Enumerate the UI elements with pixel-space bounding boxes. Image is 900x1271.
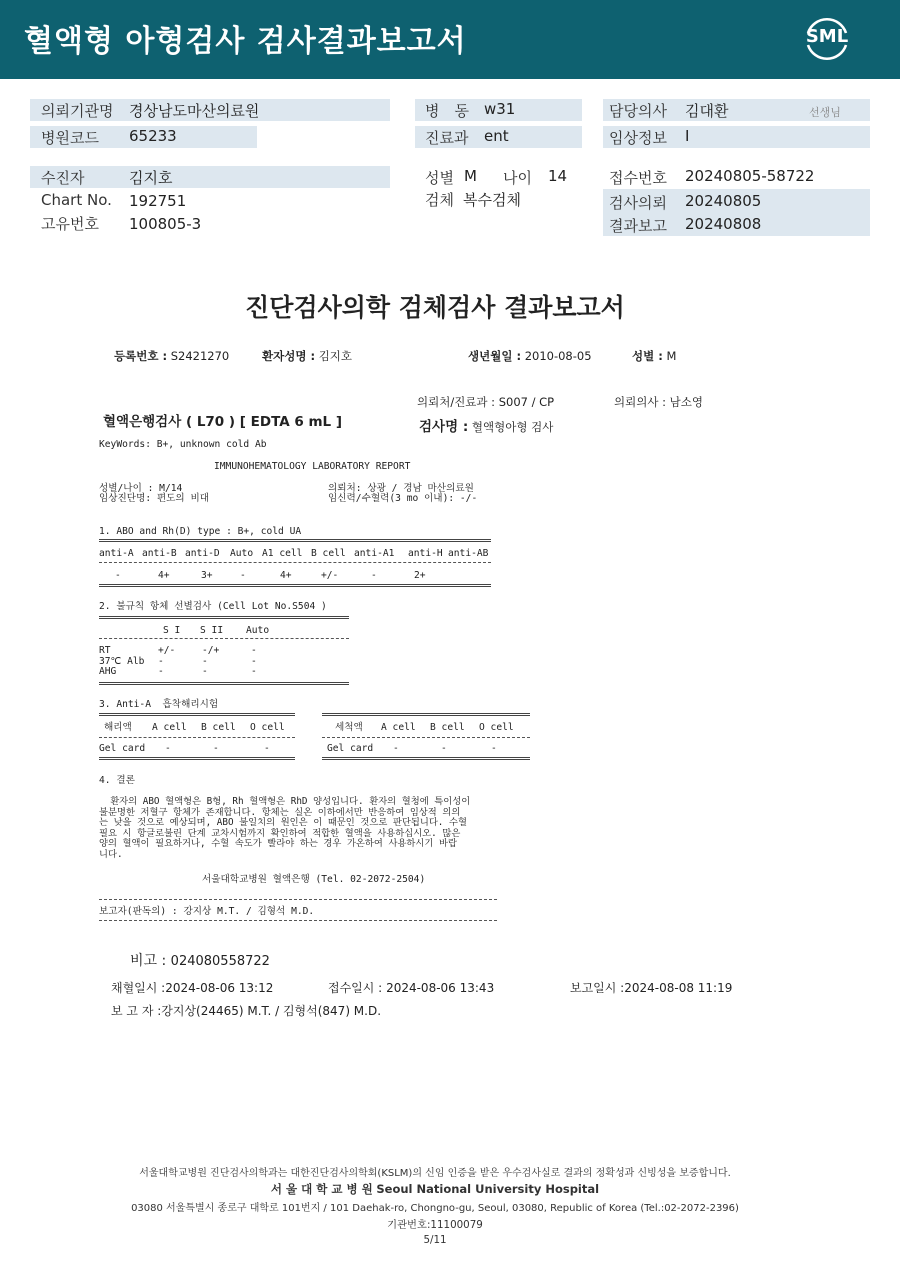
footer-institution-no: 기관번호:11100079 bbox=[387, 1219, 483, 1231]
reg-no-value: S2421270 bbox=[170, 349, 230, 363]
section-3-title: 3. Anti-A 흡착해리시험 bbox=[99, 699, 219, 710]
meta-left-1: 성별/나이 : M/14 bbox=[99, 483, 183, 494]
collected-field bbox=[111, 979, 273, 996]
physician-suffix: 선생님 bbox=[809, 106, 841, 119]
meta-left-2: 임상진단명: 편도의 비대 bbox=[99, 493, 210, 504]
req-doctor-value: 남소영 bbox=[669, 395, 703, 409]
test-group: 혈액은행검사 ( L70 ) [ EDTA 6 mL ] bbox=[103, 414, 343, 430]
abo-header-cell: B cell bbox=[311, 548, 346, 559]
conclusion-line: 양의 혈액이 필요하거나, 수혈 속도가 빨라야 하는 경우 가온하여 사용하시기 바랍 bbox=[99, 838, 457, 850]
value-report-date: 20240808 bbox=[685, 215, 762, 233]
registration-no bbox=[114, 348, 229, 364]
footer-page-number: 5/11 bbox=[423, 1234, 447, 1246]
abo-header-cell: anti-AB bbox=[448, 548, 489, 559]
lab-report-title: IMMUNOHEMATOLOGY LABORATORY REPORT bbox=[214, 461, 411, 472]
divider bbox=[99, 584, 491, 587]
footer-hospital bbox=[0, 1181, 870, 1197]
screen-header-cell: S I bbox=[163, 625, 181, 636]
conclusion-line: 는 낮을 것으로 예상되며, ABO 불일치의 원인은 이 때문인 것으로 판단됩니다. 수혈 bbox=[99, 817, 467, 829]
label-age: 나이 bbox=[503, 169, 532, 187]
divider bbox=[99, 539, 491, 542]
elution-value-cell: Gel card bbox=[99, 743, 146, 754]
abo-value-cell: - bbox=[115, 570, 121, 581]
footer-address: 03080 서울특별시 종로구 대학로 101번지 / 101 Daehak-ro, Chongno-gu, Seoul, 03080, Republic of Korea (Tel.:02-2072-2396) bbox=[131, 1203, 739, 1214]
screen-phase-label: RT bbox=[99, 645, 111, 656]
label-hospital-code: 병원코드 bbox=[41, 129, 99, 147]
meta-right-1: 의뢰처: 상광 / 경남 마산의료원 bbox=[328, 483, 474, 494]
elution-header-cell: O cell bbox=[250, 722, 285, 733]
sex-value: M bbox=[666, 349, 677, 363]
report-header bbox=[0, 0, 900, 79]
req-doctor-label: 의뢰의사 : bbox=[614, 395, 666, 409]
abo-header-cell: anti-A1 bbox=[354, 548, 395, 559]
req-dept-value: S007 / CP bbox=[498, 395, 555, 409]
label-department: 진료과 bbox=[425, 129, 469, 147]
divider bbox=[99, 757, 295, 760]
label-specimen: 검체 bbox=[425, 191, 454, 209]
elution-value-cell: Gel card bbox=[327, 743, 374, 754]
test-name-label: 검사명 : bbox=[419, 419, 469, 435]
screen-value-cell: - bbox=[251, 645, 257, 656]
section-1-title: 1. ABO and Rh(D) type : B+, cold UA bbox=[99, 526, 302, 537]
conclusion-line: 환자의 ABO 혈액형은 B형, Rh 혈액형은 RhD 양성입니다. 환자의 혈청에 특이성이 bbox=[99, 796, 471, 807]
req-doctor-field bbox=[614, 394, 703, 410]
abo-header-cell: Auto bbox=[230, 548, 254, 559]
received-label: 접수일시 : bbox=[328, 981, 383, 995]
divider bbox=[99, 899, 497, 900]
remark-label: 비고 : bbox=[130, 953, 167, 969]
hospital-name-ko: 서 울 대 학 교 병 원 bbox=[270, 1182, 373, 1196]
remark-field bbox=[130, 950, 270, 970]
value-institution: 경상남도마산의료원 bbox=[129, 102, 260, 120]
elution-value-cell: - bbox=[393, 743, 399, 754]
value-age: 14 bbox=[548, 167, 568, 185]
patient-name-field bbox=[262, 348, 352, 364]
collected-label: 채혈일시 : bbox=[111, 981, 166, 995]
patient-name-label: 환자성명 : bbox=[262, 349, 316, 363]
reporter-field bbox=[111, 1002, 381, 1019]
label-sex: 성별 bbox=[425, 169, 454, 187]
received-field bbox=[328, 979, 494, 996]
screen-header-cell: S II bbox=[200, 625, 224, 636]
abo-header-cell: anti-B bbox=[142, 548, 177, 559]
abo-value-cell: 2+ bbox=[414, 570, 426, 581]
abo-header-cell: A1 cell bbox=[262, 548, 303, 559]
report-document-title: 진단검사의학 검체검사 결과보고서 bbox=[245, 293, 625, 322]
elution-header-cell: 해리액 bbox=[104, 722, 132, 733]
elution-header-cell: B cell bbox=[201, 722, 236, 733]
abo-header-cell: anti-A bbox=[99, 548, 134, 559]
test-name-value: 혈액형아형 검사 bbox=[471, 420, 554, 434]
screen-value-cell: - bbox=[251, 666, 257, 677]
abo-header-cell: anti-H bbox=[408, 548, 443, 559]
label-report-date: 결과보고 bbox=[609, 217, 667, 235]
sml-logo bbox=[800, 11, 854, 65]
value-physician: 김대환 bbox=[685, 102, 729, 120]
divider bbox=[99, 920, 497, 921]
section-2-title: 2. 불규칙 항체 선별검사 (Cell Lot No.S504 ) bbox=[99, 601, 327, 612]
screen-value-cell: - bbox=[251, 655, 257, 667]
elution-value-cell: - bbox=[264, 743, 270, 754]
elution-value-cell: - bbox=[441, 743, 447, 754]
label-receipt-no: 접수번호 bbox=[609, 169, 667, 187]
value-clinical-info: I bbox=[685, 127, 690, 145]
received-value: 2024-08-06 13:43 bbox=[386, 981, 495, 995]
report-title: 혈액형 아형검사 검사결과보고서 bbox=[24, 24, 467, 59]
divider bbox=[99, 713, 295, 716]
screen-phase-label: AHG bbox=[99, 666, 117, 677]
elution-header-cell: A cell bbox=[381, 722, 416, 733]
divider bbox=[99, 737, 295, 738]
label-physician: 담당의사 bbox=[609, 102, 667, 120]
elution-header-cell: O cell bbox=[479, 722, 514, 733]
test-name-field bbox=[419, 415, 553, 435]
value-department: ent bbox=[484, 127, 509, 145]
value-ward: w31 bbox=[484, 100, 516, 118]
value-patient: 김지호 bbox=[129, 169, 173, 187]
footer-certification: 서울대학교병원 진단검사의학과는 대한진단검사의학회(KSLM)의 신임 인증을 받은 우수검사실로 결과의 정확성과 신빙성을 보증합니다. bbox=[139, 1168, 731, 1179]
abo-value-cell: 4+ bbox=[158, 570, 170, 581]
value-specimen: 복수검체 bbox=[463, 191, 521, 209]
reporter-label: 보 고 자 : bbox=[111, 1004, 162, 1018]
abo-value-cell: +/- bbox=[321, 570, 339, 581]
elution-value-cell: - bbox=[165, 743, 171, 754]
dob-value: 2010-08-05 bbox=[524, 349, 592, 363]
req-dept-label: 의뢰처/진료과 : bbox=[417, 395, 496, 409]
label-unique-no: 고유번호 bbox=[41, 215, 99, 233]
sex-label: 성별 : bbox=[632, 349, 663, 363]
screen-value-cell: - bbox=[202, 655, 208, 667]
label-chart-no: Chart No. bbox=[41, 191, 112, 209]
section-4-title: 4. 결론 bbox=[99, 775, 135, 786]
reporter-line: 보고자(판독의) : 강지상 M.T. / 김형석 M.D. bbox=[99, 906, 315, 917]
elution-value-cell: - bbox=[491, 743, 497, 754]
conclusion-line: 불분명한 저혈구 항체가 존재합니다. 항체는 실온 이하에서만 반응하여 임상적 의의 bbox=[99, 806, 461, 818]
screen-value-cell: - bbox=[158, 655, 164, 667]
abo-header-cell: anti-D bbox=[185, 548, 220, 559]
sex-field bbox=[632, 348, 676, 364]
reported-value: 2024-08-08 11:19 bbox=[624, 981, 733, 995]
label-institution: 의뢰기관명 bbox=[41, 102, 114, 120]
remark-value: 024080558722 bbox=[170, 954, 270, 969]
dob-label: 생년월일 : bbox=[468, 349, 522, 363]
elution-header-cell: 세척액 bbox=[335, 722, 363, 733]
value-sex: M bbox=[464, 167, 477, 185]
screen-header-cell: Auto bbox=[246, 625, 270, 636]
label-patient: 수진자 bbox=[41, 169, 85, 187]
divider bbox=[99, 616, 349, 619]
blood-bank-line: 서울대학교병원 혈액은행 (Tel. 02-2072-2504) bbox=[202, 874, 426, 885]
divider bbox=[99, 562, 491, 563]
reported-field bbox=[570, 979, 732, 996]
patient-name-value: 김지호 bbox=[318, 349, 353, 363]
reporter-value: 강지상(24465) M.T. / 김형석(847) M.D. bbox=[161, 1004, 382, 1018]
abo-value-cell: - bbox=[240, 570, 246, 581]
value-receipt-no: 20240805-58722 bbox=[685, 167, 815, 185]
collected-value: 2024-08-06 13:12 bbox=[165, 981, 274, 995]
value-hospital-code: 65233 bbox=[129, 127, 177, 145]
divider bbox=[322, 737, 530, 738]
meta-right-2: 임신력/수혈력(3 mo 이내): -/- bbox=[328, 493, 478, 504]
dob-field bbox=[468, 348, 592, 364]
elution-value-cell: - bbox=[213, 743, 219, 754]
screen-value-cell: - bbox=[158, 666, 164, 677]
screen-value-cell: - bbox=[202, 666, 208, 677]
divider bbox=[322, 713, 530, 716]
screen-value-cell: -/+ bbox=[202, 645, 220, 656]
conclusion-line: 니다. bbox=[99, 849, 123, 860]
screen-phase-label: 37℃ Alb bbox=[99, 655, 145, 667]
hospital-name-en: Seoul National University Hospital bbox=[376, 1182, 600, 1196]
conclusion-line: 필요 시 항글로불린 단계 교차시험까지 확인하여 적합한 혈액을 사용하십시오. 많은 bbox=[99, 827, 461, 839]
value-chart-no: 192751 bbox=[129, 192, 187, 210]
elution-header-cell: B cell bbox=[430, 722, 465, 733]
label-request-date: 검사의뢰 bbox=[609, 194, 667, 212]
reg-no-label: 등록번호 : bbox=[114, 349, 168, 363]
keywords: KeyWords: B+, unknown cold Ab bbox=[99, 439, 267, 450]
label-clinical-info: 임상정보 bbox=[609, 129, 667, 147]
value-request-date: 20240805 bbox=[685, 192, 762, 210]
divider bbox=[99, 638, 349, 639]
abo-value-cell: 3+ bbox=[201, 570, 213, 581]
divider bbox=[322, 757, 530, 760]
abo-value-cell: - bbox=[371, 570, 377, 581]
abo-value-cell: 4+ bbox=[280, 570, 292, 581]
elution-header-cell: A cell bbox=[152, 722, 187, 733]
divider bbox=[99, 682, 349, 685]
req-dept-field bbox=[417, 394, 554, 410]
logo-text: SML bbox=[805, 26, 849, 47]
label-ward: 병 동 bbox=[425, 102, 469, 120]
screen-value-cell: +/- bbox=[158, 645, 176, 656]
value-unique-no: 100805-3 bbox=[129, 215, 202, 233]
reported-label: 보고일시 : bbox=[570, 981, 625, 995]
